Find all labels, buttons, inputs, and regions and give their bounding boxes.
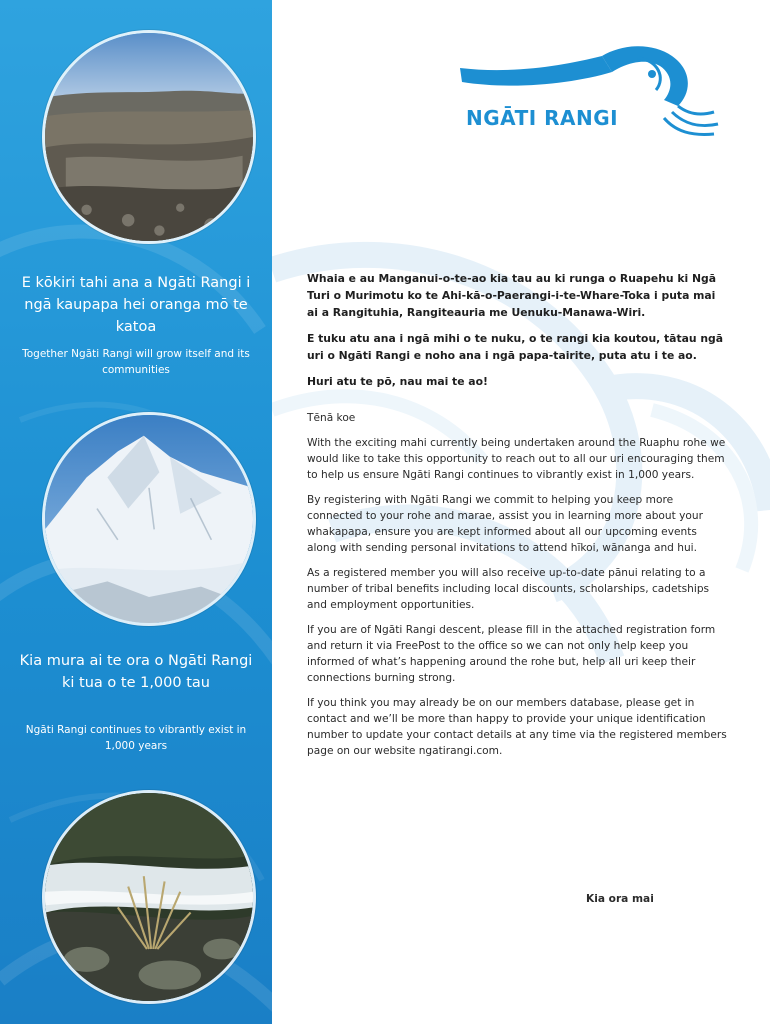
intro-paragraph-2: E tuku atu ana i ngā mihi o te nuku, o te rangi kia koutou, tātau ngā uri o Ngāti Rangi e noho ana i ngā papa-tairite, puta atu i te ao. — [307, 332, 724, 362]
signoff: Kia ora mai — [586, 893, 654, 905]
body-paragraph-3: As a registered member you will also receive up-to-date pānui relating to a number of tribal benefits including local discounts, scholarships, cadetships and employment opportunities. — [307, 567, 710, 611]
sidebar-subtext-2: Ngāti Rangi continues to vibrantly exist in 1,000 years — [25, 724, 247, 752]
intro-paragraph-3: Huri atu te pō, nau mai te ao! — [307, 375, 488, 388]
greeting: Tēnā koe — [307, 412, 356, 424]
volcanic-plateau-photo — [42, 30, 256, 244]
sidebar-heading-1: E kōkiri tahi ana a Ngāti Rangi i ngā kaupapa hei oranga mō te katoa — [21, 275, 251, 335]
body-paragraph-1: With the exciting mahi currently being undertaken around the Ruaphu rohe we would like to take this opportunity to reach out to all our uri encouraging them to help us ensure Ngāti Rangi continues to vibrantly exist in 1,000 years. — [307, 437, 726, 481]
river-tussock-photo — [42, 790, 256, 1004]
body-paragraph-2: By registering with Ngāti Rangi we commit to helping you keep more connected to your rohe and marae, assist you in learning more about your whakapapa, ensure you are kept informed about all our upcoming events along with sending personal invitations to attend hīkoi, wānanga and hui. — [307, 494, 703, 554]
intro-paragraph-1: Whaia e au Manganui-o-te-ao kia tau au ki runga o Ruapehu ki Ngā Turi o Murimotu ko te Ahi-kā-o-Paerangi-i-te-Whare-Toka i puta mai ai a Rangituhia, Rangiteauria me Uenuku-Manawa-Wiri. — [307, 272, 717, 319]
letter-body — [307, 270, 727, 768]
logo-wordmark: NGĀTI RANGI — [466, 106, 619, 130]
sidebar-subtext-1: Together Ngāti Rangi will grow itself and its communities — [22, 348, 250, 376]
sidebar-panel — [0, 0, 272, 1024]
sidebar-heading-2: Kia mura ai te ora o Ngāti Rangi ki tua o te 1,000 tau — [19, 653, 253, 691]
body-paragraph-4: If you are of Ngāti Rangi descent, please fill in the attached registration form and return it via FreePost to the office so we can not only help keep you informed of what’s happening around the rohe but, help all uri keep their connections burning strong. — [307, 624, 716, 684]
snowy-mountain-photo — [42, 412, 256, 626]
ngati-rangi-logo — [452, 30, 722, 140]
body-paragraph-5: If you think you may already be on our members database, please get in contact and we’ll be more than happy to provide your unique identification number to update your contact details at any time via the registered members page on our website ngatirangi.com. — [307, 697, 727, 757]
